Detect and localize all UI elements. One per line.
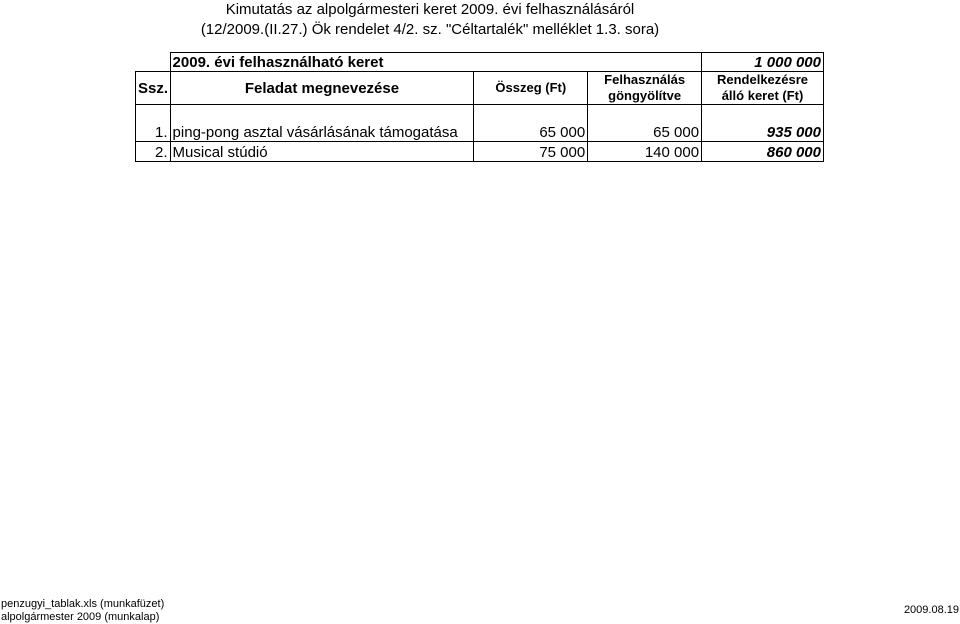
title-line-1: Kimutatás az alpolgármesteri keret 2009. évi felhasználásáról	[225, 1, 635, 18]
footer-date: 2009.08.19	[903, 604, 959, 616]
table-row	[136, 142, 824, 162]
header-ssz: Ssz.	[136, 72, 171, 105]
budget-table	[135, 52, 824, 162]
row-used: 65 000	[588, 105, 702, 142]
document-title	[170, 0, 690, 40]
row-ssz: 1.	[136, 105, 171, 142]
row-ssz: 2.	[136, 142, 171, 162]
row-amount: 75 000	[474, 142, 588, 162]
header-available: Rendelkezésre álló keret (Ft)	[702, 72, 824, 105]
footer-file-info	[1, 598, 164, 624]
budget-total-row	[136, 53, 824, 72]
table-row	[136, 105, 824, 142]
header-used: Felhasználás göngyölítve	[588, 72, 702, 105]
footer-sheet: alpolgármester 2009 (munkalap)	[1, 611, 160, 623]
budget-total-value: 1 000 000	[702, 53, 824, 72]
footer-file: penzugyi_tablak.xls (munkafüzet)	[1, 598, 165, 610]
row-task: Musical stúdió	[170, 142, 474, 162]
row-amount: 65 000	[474, 105, 588, 142]
header-task: Feladat megnevezése	[170, 72, 474, 105]
title-line-2: (12/2009.(II.27.) Ök rendelet 4/2. sz. "Céltartalék" melléklet 1.3. sora)	[200, 21, 660, 38]
row-task: ping-pong asztal vásárlásának támogatása	[170, 105, 474, 142]
row-used: 140 000	[588, 142, 702, 162]
empty-cell	[136, 53, 171, 72]
table-header-row	[136, 72, 824, 105]
header-amount: Összeg (Ft)	[474, 72, 588, 105]
budget-label: 2009. évi felhasználható keret	[170, 53, 702, 72]
row-available: 935 000	[702, 105, 824, 142]
row-available: 860 000	[702, 142, 824, 162]
